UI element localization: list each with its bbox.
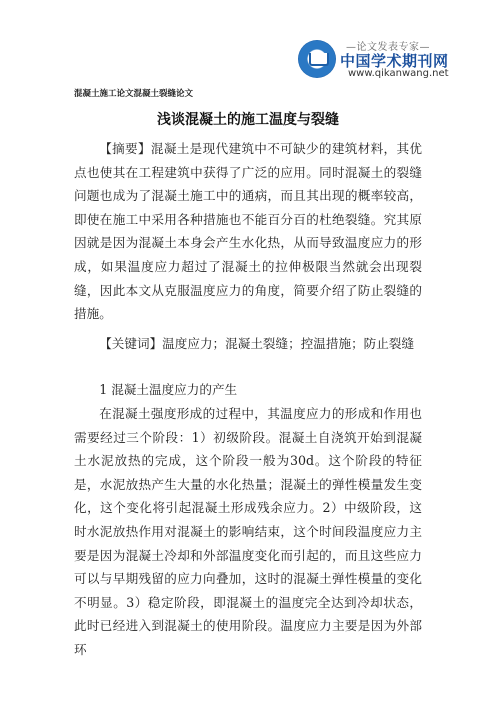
- logo-brand: 中国学术期刊网: [340, 52, 449, 70]
- article-body: [74, 137, 422, 661]
- logo-url: www.qikanwang.net: [348, 68, 449, 79]
- breadcrumb: 混凝土施工论文混凝土裂缝论文: [74, 89, 194, 99]
- page-title: 浅谈混凝土的施工温度与裂缝: [157, 112, 339, 128]
- journal-logo: [298, 38, 449, 80]
- abstract-paragraph: 【摘要】混凝土是现代建筑中不可缺少的建筑材料，其优点也使其在工程建筑中获得了广泛的应用。同时混凝土的裂缝问题也成为了混凝土施工中的通病，而且其出现的概率较高，即使在施工中采用各种措施也不能百分百的杜绝裂缝。究其原因就是因为混凝土本身会产生水化热，从而导致温度应力的形成，如果温度应力超过了混凝土的拉伸极限当然就会出现裂缝，因此本文从克服温度应力的角度，简要介绍了防止裂缝的措施。: [74, 141, 422, 322]
- book-emblem-icon: [298, 40, 336, 78]
- section-heading: 1 混凝土温度应力的产生: [99, 382, 238, 398]
- body-paragraph: 在混凝土强度形成的过程中，其温度应力的形成和作用也需要经过三个阶段：1）初级阶段。混凝土自浇筑开始到混凝土水泥放热的完成，这个阶段一般为30d。这个阶段的特征是，水泥放热产生大量的水化热量；混凝土的弹性模量发生变化，这个变化将引起混凝土形成残余应力。2）中级阶段，这时水泥放热作用对混凝土的影响结束，这个时间段温度应力主要是因为混凝土冷却和外部温度变化而引起的，而且这些应力可以与早期残留的应力向叠加，这时的混凝土弹性模量的变化不明显。3）稳定阶段，即混凝土的温度完全达到冷却状态，此时已经进入到混凝土的使用阶段。温度应力主要是因为外部环: [74, 405, 422, 657]
- logo-tagline: —论文发表专家—: [346, 42, 430, 53]
- keywords-paragraph: 【关键词】温度应力；混凝土裂缝；控温措施；防止裂缝: [99, 335, 415, 351]
